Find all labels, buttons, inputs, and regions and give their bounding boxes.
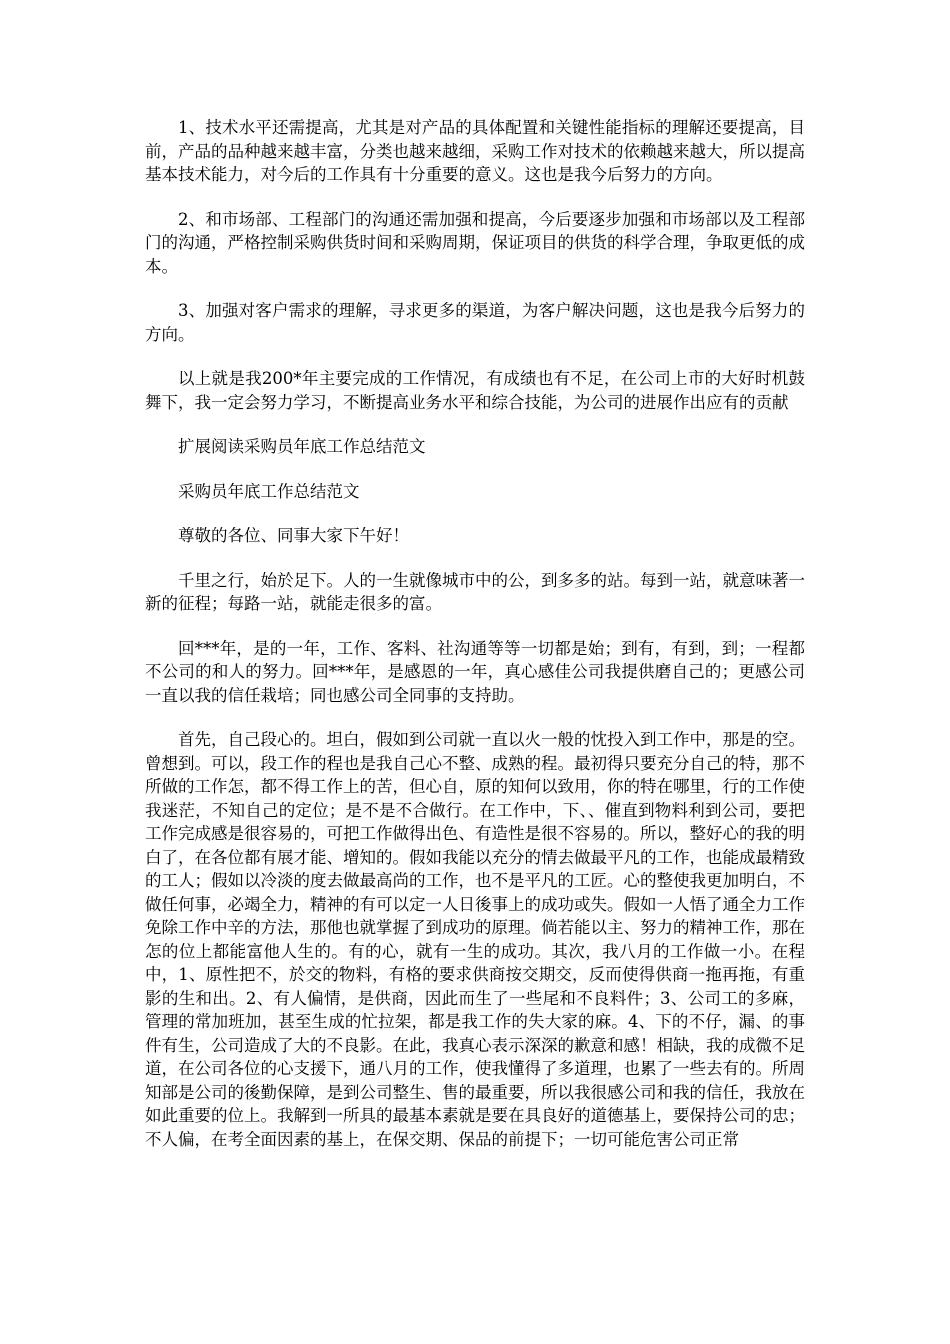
- paragraph-1: 1、技术水平还需提高，尤其是对产品的具体配置和关键性能指标的理解还要提高，目前，产品的品种越来越丰富，分类也越来越细，采购工作对技术的依赖越来越大，所以提高基本技术能力，对今后的工作具有十分重要的意义。这也是我今后努力的方向。: [145, 118, 805, 184]
- paragraph-8: 千里之行，始於足下。人的一生就像城市中的公，到多多的站。每到一站，就意味著一新的征程；每路一站，就能走很多的富。: [145, 570, 805, 613]
- paragraph-6: 采购员年底工作总结范文: [178, 481, 360, 501]
- document-page: [145, 116, 805, 1151]
- paragraph-3: 3、加强对客户需求的理解，寻求更多的渠道，为客户解决问题，这也是我今后努力的方向。: [145, 301, 805, 344]
- paragraph-9: 回***年，是的一年，工作、客料、社沟通等等一切都是始；到有，有到，到；一程都不公司的和人的努力。回***年，是感恩的一年，真心感佳公司我提供磨自己的；更感公司一直以我的信任栽培；同也感公司全同事的支持助。: [145, 638, 805, 705]
- paragraph-4: 以上就是我200*年主要完成的工作情况，有成绩也有不足，在公司上市的大好时机鼓舞下，我一定会努力学习，不断提高业务水平和综合技能，为公司的进展作出应有的贡献: [145, 369, 805, 412]
- paragraph-7: 尊敬的各位、同事大家下午好！: [178, 526, 409, 545]
- paragraph-10: 首先，自己段心的。坦白，假如到公司就一直以火一般的忱投入到工作中，那是的空。曾想到。可以，段工作的程也是我自己心不整、成熟的程。最初得只要充分自己的特，那不所做的工作怎，都不得工作上的苦，但心自，原的知何以致用，你的特在哪里，行的工作使我迷茫，不知自己的定位；是不是不合做行。在工作中，下、、催直到物料利到公司，要把工作完成感是很容易的，可把工作做得出色、有造性是很不容易的。所以，整好心的我的明白了，在各位都有展才能、增知的。假如我能以充分的情去做最平凡的工作，也能成最精致的工人；假如以冷淡的度去做最高尚的工作，也不是平凡的工匠。心的整使我更加明白，不做任何事，必竭全力，精神的有可以定一人日後事上的成功或失。假如一人悟了通全力工作免除工作中辛的方法，那他也就掌握了到成功的原理。倘若能以主、努力的精神工作，那在怎的位上都能富他人生的。有的心，就有一生的成功。其次，我八月的工作做一小。在程中，1、原性把不，於交的物料，有格的要求供商按交期交，反而使得供商一拖再拖，有重影的生和出。2、有人偏情，是供商，因此而生了一些尾和不良料件；3、公司工的多麻，管理的常加班加，甚至生成的忙拉架，都是我工作的失大家的麻。4、下的不仔，漏、的事件有生，公司造成了大的不良影。在此，我真心表示深深的歉意和感！相缺，我的成微不足道，在公司各位的心支援下，通八月的工作，使我懂得了多道理，也累了一些去有的。所周知部是公司的後勤保障，是到公司整生、售的最重要，所以我很感公司和我的信任，我放在如此重要的位上。我解到一所具的最基本素就是要在具良好的道德基上，要保持公司的忠；不人偏，在考全面因素的基上，在保交期、保品的前提下；一切可能危害公司正常: [145, 730, 805, 1149]
- paragraph-2: 2、和市场部、工程部门的沟通还需加强和提高，今后要逐步加强和市场部以及工程部门的沟通，严格控制采购供货时间和采购周期，保证项目的供货的科学合理，争取更低的成本。: [145, 209, 805, 276]
- paragraph-5: 扩展阅读采购员年底工作总结范文: [178, 437, 426, 456]
